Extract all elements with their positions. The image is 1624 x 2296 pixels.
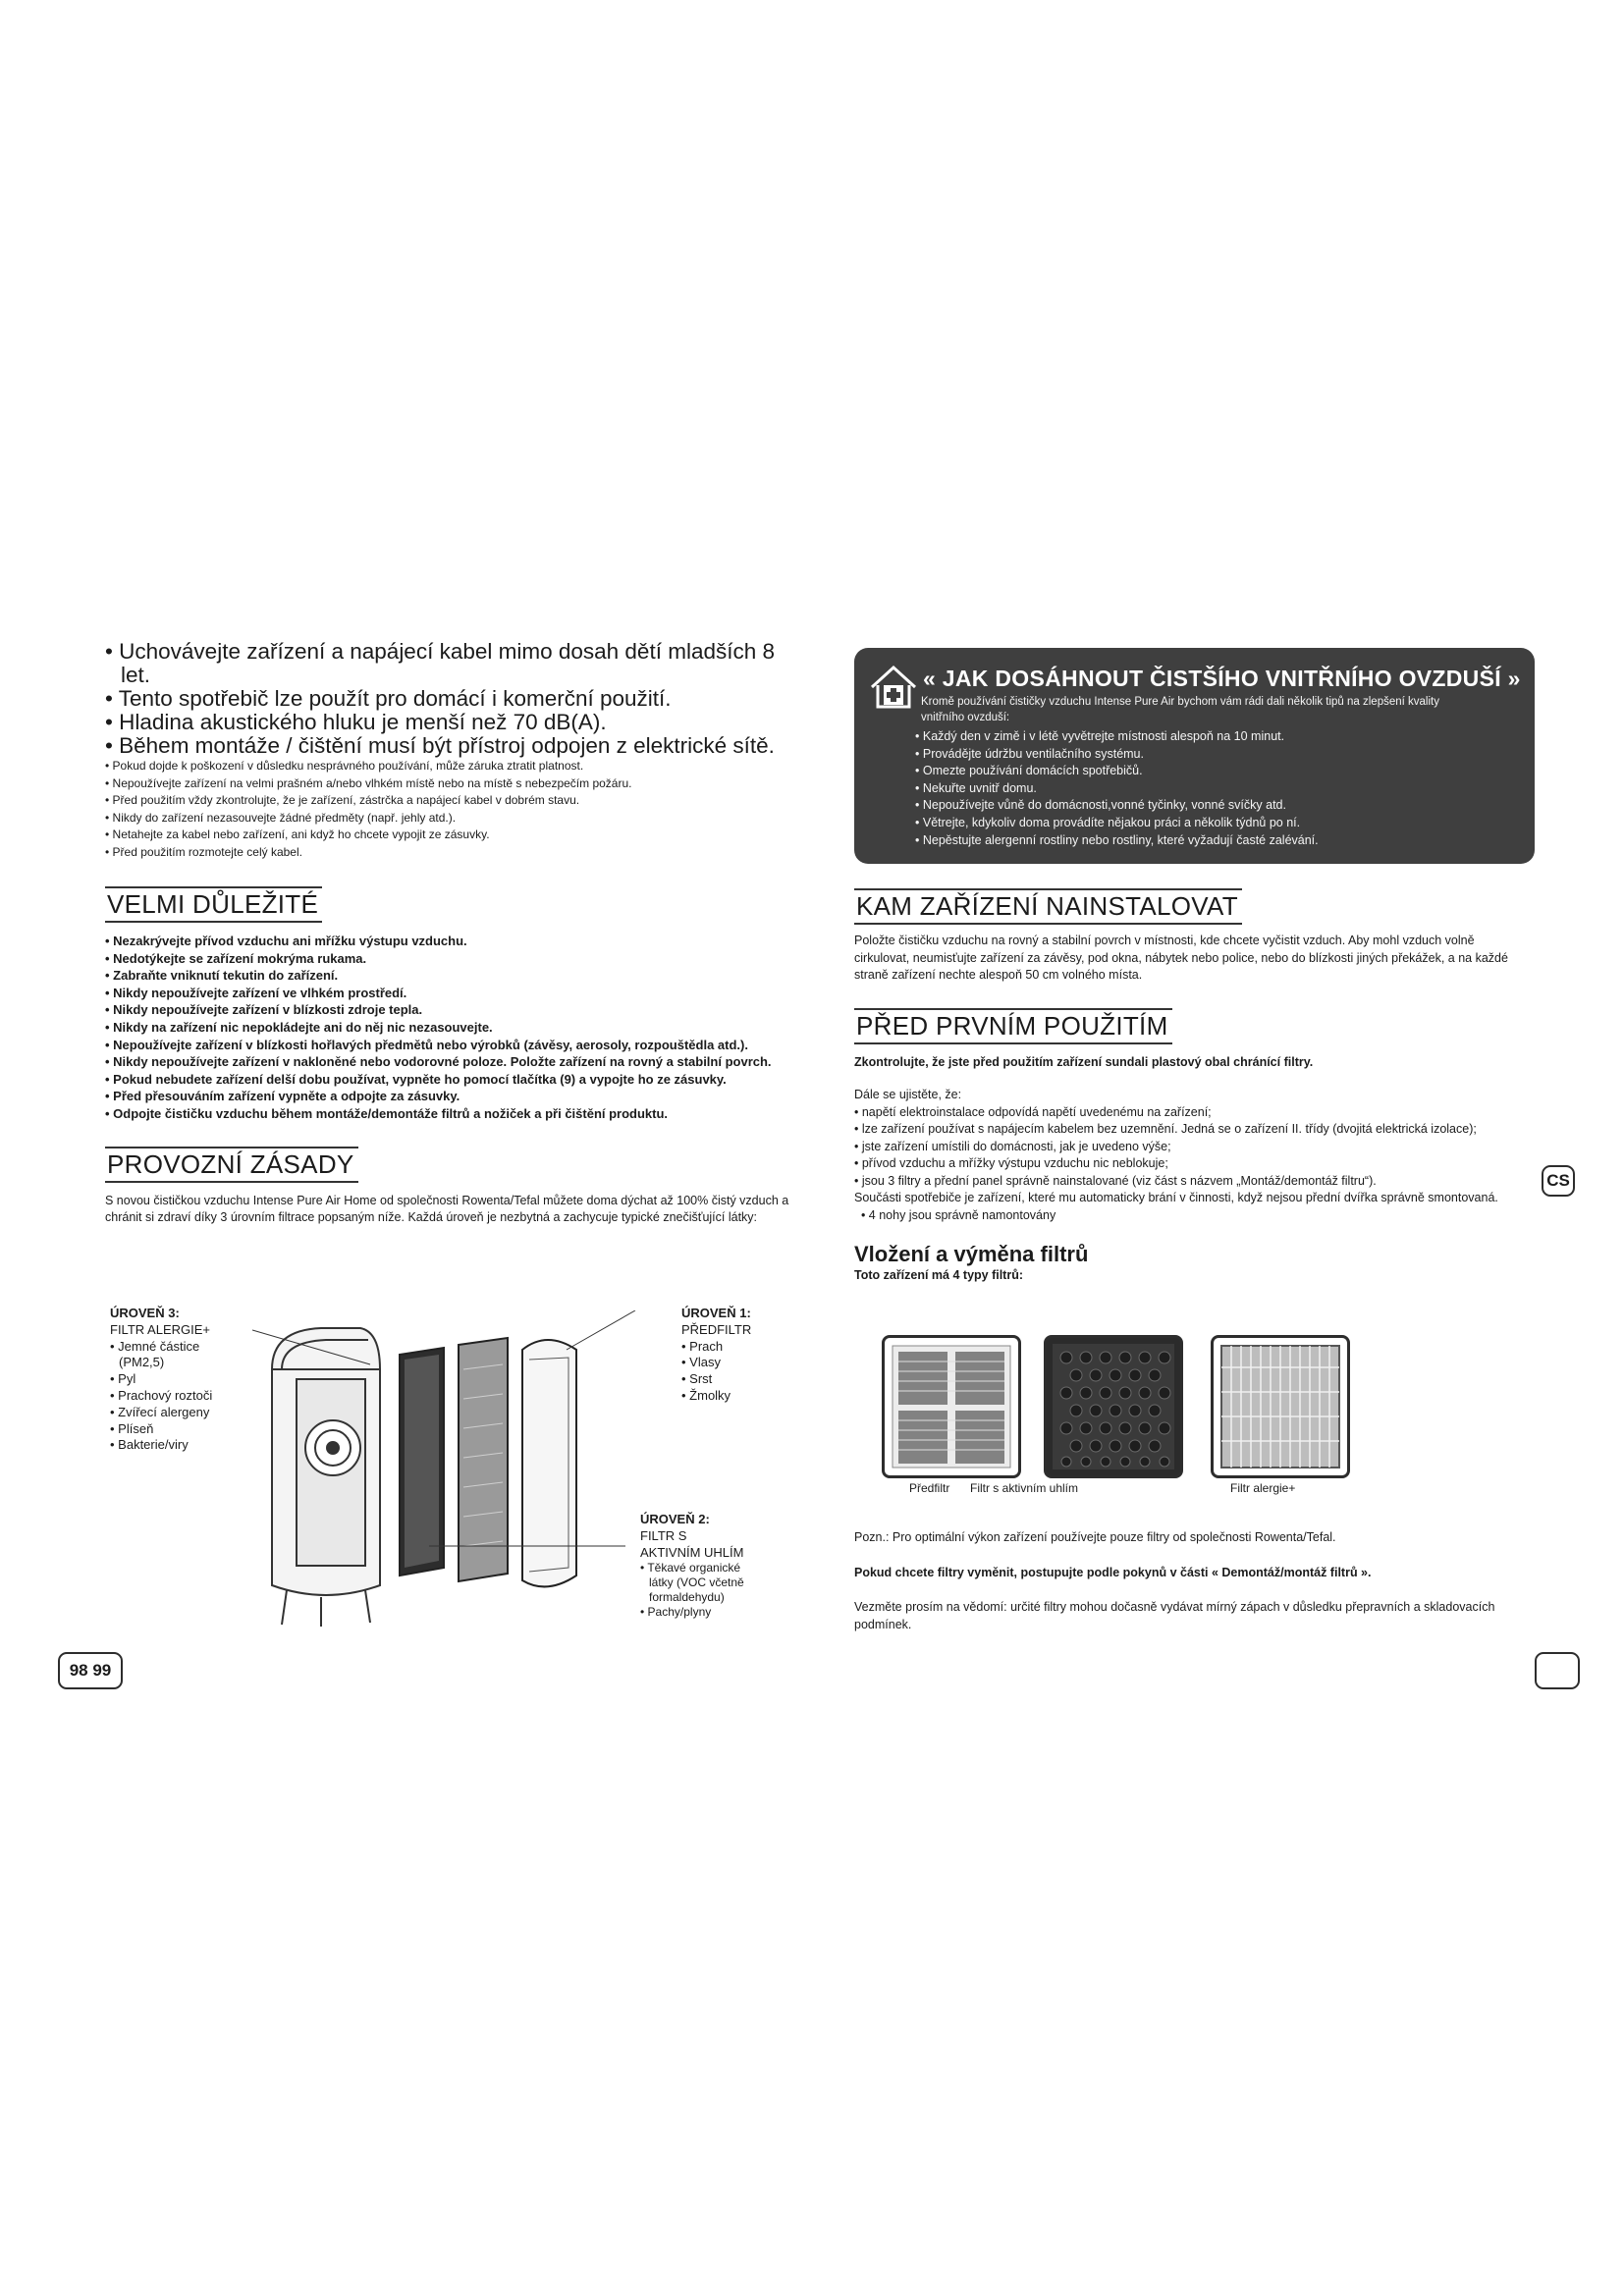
checklist-line: Součásti spotřebiče je zařízení, které mu automaticky brání v činnosti, když nejsou přední dvířka správně smontovaná. [854,1191,1498,1204]
important-title: VELMI DŮLEŽITÉ [105,886,322,923]
install-title: KAM ZAŘÍZENÍ NAINSTALOVAT [854,888,1242,925]
prefilter-graphic [885,1338,1018,1475]
checklist-line: • jste zařízení umístili do domácnosti, jak je uvedeno výše; [854,1139,1171,1153]
important-list [105,933,795,1123]
language-badge: CS [1542,1165,1575,1197]
allergy-filter-image [1211,1335,1350,1478]
level1-item: • Žmolky [681,1388,789,1405]
tip-item: • Větrejte, kdykoliv doma provádíte nějakou práci a několik týdnů po ní. [915,815,1504,832]
important-item: • Nikdy nepoužívejte zařízení v nakloněné nebo vodorovné poloze. Položte zařízení na rovný a stabilní povrch. [105,1053,795,1071]
checklist-line: • přívod vzduchu a mřížky výstupu vzduchu nic neblokuje; [854,1156,1168,1170]
filters-subtitle: Toto zařízení má 4 typy filtrů: [854,1268,1024,1282]
safety-note: • Nepoužívejte zařízení na velmi prašném a/nebo vlhkém místě nebo na místě s nebezpečím požáru. [105,775,795,793]
caption-prefilter: Předfiltr [909,1481,950,1495]
safety-bullet: • Tento spotřebič lze použít pro domácí i komerční použití. [105,687,795,711]
tip-item: • Každý den v zimě i v létě vyvětrejte místnosti alespoň na 10 minut. [915,728,1504,746]
filter-illustrations [872,1335,1392,1502]
important-item: • Nepoužívejte zařízení v blízkosti hořlavých předmětů nebo výrobků (závěsy, aerosoly, rozpouštědla atd.). [105,1037,795,1054]
install-text: Položte čističku vzduchu na rovný a stabilní povrch v místnosti, kde chcete vyčistit vzduch. Aby mohl vzduch volně cirkulovat, neumisťujte zařízení za závěsy, pod okna, nábytek nebo police, nebo do blízkosti jiných překážek, a na každé straně zařízení nechte alespoň 50 cm volného místa. [854,934,1508,982]
important-item: • Nikdy nepoužívejte zařízení v blízkosti zdroje tepla. [105,1001,795,1019]
level1-block [681,1306,789,1405]
safety-bullets-large [105,640,795,758]
safety-note: • Před použitím vždy zkontrolujte, že je zařízení, zástrčka a napájecí kabel v dobrém stavu. [105,792,795,810]
checklist-line: • lze zařízení používat s napájecím kabelem bez uzemnění. Jedná se o zařízení II. třídy (dvojitá elektrická izolace); [854,1122,1477,1136]
level3-title: ÚROVEŇ 3: [110,1306,180,1320]
safety-bullet: • Uchovávejte zařízení a napájecí kabel mimo dosah dětí mladších 8 let. [105,640,795,687]
house-medical-icon [868,662,919,713]
level3-item: • Prachový roztoči [110,1388,238,1405]
level3-item: • Plíseň [110,1421,238,1438]
tips-box [854,648,1535,864]
first-use-title: PŘED PRVNÍM POUŽITÍM [854,1008,1172,1044]
page-number-left: 98 99 [58,1652,123,1689]
level1-title: ÚROVEŇ 1: [681,1306,751,1320]
left-column [105,640,795,1227]
safety-bullet: • Hladina akustického hluku je menší než 70 dB(A). [105,711,795,734]
checklist-line: • 4 nohy jsou správně namontovány [854,1207,1056,1222]
principles-title: PROVOZNÍ ZÁSADY [105,1147,358,1183]
tip-item: • Omezte používání domácích spotřebičů. [915,763,1504,780]
checklist-line: • napětí elektroinstalace odpovídá napětí uvedenému na zařízení; [854,1104,1212,1119]
carbon-filter-image [1044,1335,1183,1478]
important-item: • Pokud nebudete zařízení delší dobu používat, vypněte ho pomocí tlačítka (9) a vypojte ho ze zásuvky. [105,1071,795,1089]
tips-list [915,728,1504,849]
principles-text: S novou čističkou vzduchu Intense Pure Air Home od společnosti Rowenta/Tefal můžete doma dýchat až 100% čistý vzduch a chránit si zdraví díky 3 úrovním filtrace popsaným níže. Každá úroveň je nezbytná a zachycuje typické znečišťující látky: [105,1193,789,1225]
level2-item: • Těkavé organické látky (VOC včetně formaldehydu) [640,1561,758,1605]
important-item: • Zabraňte vniknutí tekutin do zařízení. [105,967,795,985]
level3-item: • Bakterie/viry [110,1437,238,1454]
important-item: • Nikdy nepoužívejte zařízení ve vlhkém prostředí. [105,985,795,1002]
safety-note: • Nikdy do zařízení nezasouvejte žádné předměty (např. jehly atd.). [105,810,795,828]
safety-note: • Před použitím rozmotejte celý kabel. [105,844,795,862]
level2-item: • Pachy/plyny [640,1605,758,1620]
note-replace-filters: Pokud chcete filtry vyměnit, postupujte podle pokynů v části « Demontáž/montáž filtrů ». [854,1565,1372,1579]
safety-bullets-small [105,758,795,861]
level3-item: • Zvířecí alergeny [110,1405,238,1421]
right-column [854,888,1537,1285]
level1-item: • Prach [681,1339,789,1356]
purifier-exploded-illustration [252,1310,665,1634]
checklist-line: Dále se ujistěte, že: [854,1088,962,1101]
tip-item: • Nekuřte uvnitř domu. [915,780,1504,798]
safety-note: • Netahejte za kabel nebo zařízení, ani když ho chcete vypojit ze zásuvky. [105,827,795,844]
level3-subtitle: FILTR ALERGIE+ [110,1321,210,1337]
level3-item: • Pyl [110,1371,238,1388]
level3-item: • Jemné částice (PM2,5) [110,1339,238,1372]
important-item: • Nikdy na zařízení nic nepokládejte ani do něj nic nezasouvejte. [105,1019,795,1037]
level2-title: ÚROVEŇ 2: [640,1512,710,1526]
note-smell: Vezměte prosím na vědomí: určité filtry mohou dočasně vydávat mírný zápach v důsledku přepravních a skladovacích podmínek. [854,1600,1495,1631]
level3-block [110,1306,238,1454]
filtration-diagram [105,1306,795,1629]
note-original-filters: Pozn.: Pro optimální výkon zařízení používejte pouze filtry od společnosti Rowenta/Tefal. [854,1530,1336,1544]
first-use-warning: Zkontrolujte, že jste před použitím zařízení sundali plastový obal chránící filtry. [854,1054,1314,1069]
important-item: • Před přesouváním zařízení vypněte a odpojte za zásuvky. [105,1088,795,1105]
tips-intro: Kromě používání čističky vzduchu Intense Pure Air bychom vám rádi dali několik tipů na zlepšení kvality vnitřního ovzduší: [921,696,1439,723]
level1-item: • Vlasy [681,1355,789,1371]
first-use-checklist [854,1087,1532,1224]
tip-item: • Provádějte údržbu ventilačního systému. [915,746,1504,764]
caption-allergy-filter: Filtr alergie+ [1230,1481,1296,1495]
safety-note: • Pokud dojde k poškození v důsledku nesprávného používání, může záruka ztratit platnost. [105,758,795,775]
right-notes [854,1529,1537,1633]
prefilter-image [882,1335,1021,1478]
important-item: • Nedotýkejte se zařízení mokrýma rukama. [105,950,795,968]
level1-item: • Srst [681,1371,789,1388]
tip-item: • Nepěstujte alergenní rostliny nebo rostliny, které vyžadují časté zalévání. [915,832,1504,850]
important-item: • Odpojte čističku vzduchu během montáže/demontáže filtrů a nožiček a při čištění produktu. [105,1105,795,1123]
important-item: • Nezakrývejte přívod vzduchu ani mřížku výstupu vzduchu. [105,933,795,950]
safety-bullet: • Během montáže / čištění musí být přístroj odpojen z elektrické sítě. [105,734,795,758]
level2-subtitle: FILTR S AKTIVNÍM UHLÍM [640,1527,744,1560]
checklist-line: • jsou 3 filtry a přední panel správně nainstalované (viz část s názvem „Montáž/demontáž filtru“). [854,1173,1377,1188]
level1-subtitle: PŘEDFILTR [681,1321,752,1337]
allergy-filter-graphic [1214,1338,1347,1475]
caption-carbon-filter: Filtr s aktivním uhlím [969,1481,1078,1495]
tip-item: • Nepoužívejte vůně do domácnosti,vonné tyčinky, vonné svíčky atd. [915,797,1504,815]
tips-title: « JAK DOSÁHNOUT ČISTŠÍHO VNITŘNÍHO OVZDUŠÍ » [923,666,1521,691]
page-number-right [1535,1652,1580,1689]
filters-title: Vložení a výměna filtrů [854,1242,1089,1266]
carbon-filter-graphic [1047,1338,1180,1475]
